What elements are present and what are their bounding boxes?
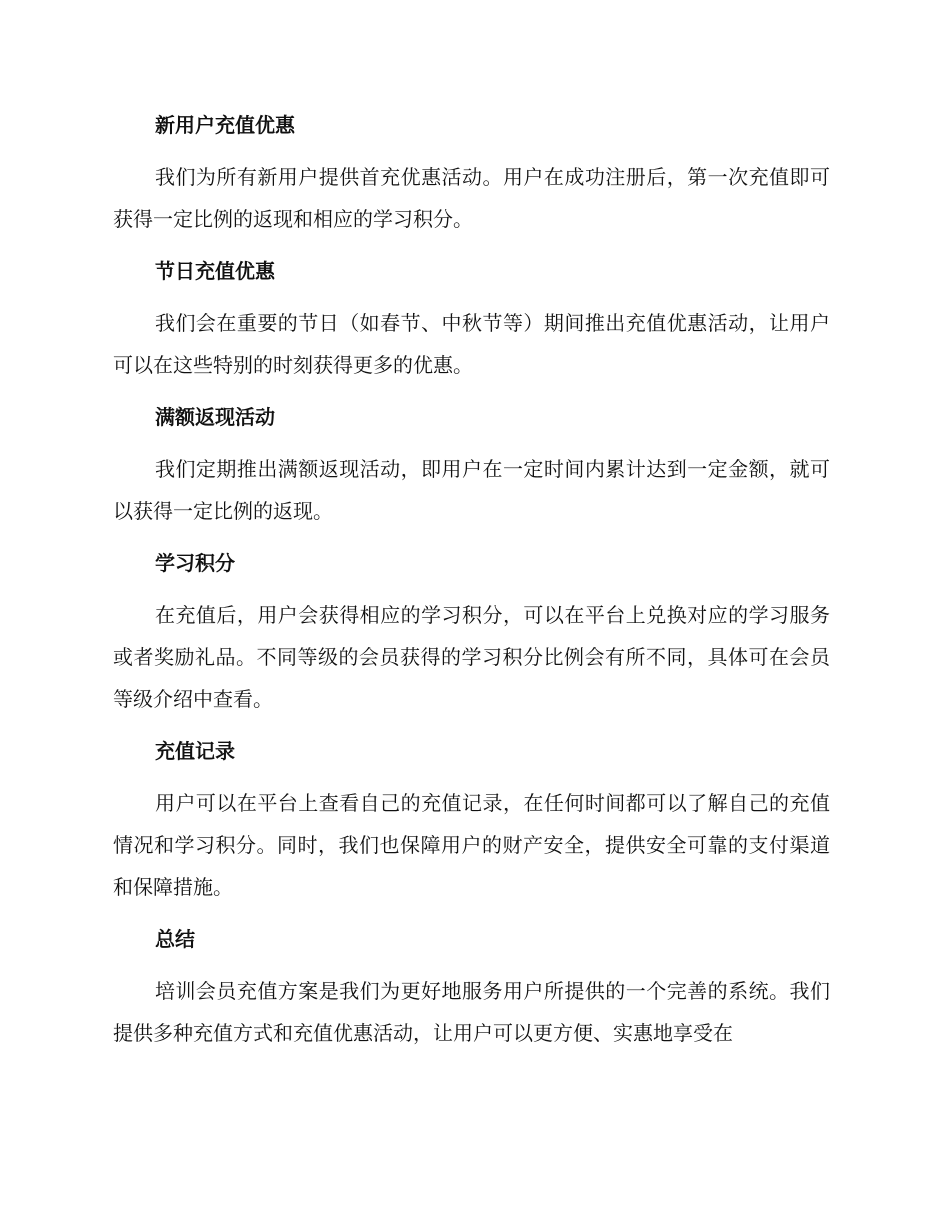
section-summary: [113, 918, 830, 1054]
section-heading: 节日充值优惠: [155, 259, 275, 283]
section-paragraph: 培训会员充值方案是我们为更好地服务用户所提供的一个完善的系统。我们提供多种充值方式和充值优惠活动，让用户可以更方便、实惠地享受在: [113, 979, 830, 1045]
section-heading: 满额返现活动: [155, 405, 275, 429]
section-paragraph: 我们为所有新用户提供首充优惠活动。用户在成功注册后，第一次充值即可获得一定比例的返现和相应的学习积分。: [113, 165, 830, 231]
section-heading: 新用户充值优惠: [155, 113, 295, 137]
section-heading: 学习积分: [155, 551, 235, 575]
section-paragraph: 用户可以在平台上查看自己的充值记录，在任何时间都可以了解自己的充值情况和学习积分。同时，我们也保障用户的财产安全，提供安全可靠的支付渠道和保障措施。: [113, 791, 830, 899]
section-recharge-records: [113, 730, 830, 908]
section-heading: 充值记录: [155, 739, 235, 763]
section-paragraph: 我们会在重要的节日（如春节、中秋节等）期间推出充值优惠活动，让用户可以在这些特别的时刻获得更多的优惠。: [113, 311, 830, 377]
section-new-user-recharge: [113, 104, 830, 240]
section-learning-points: [113, 542, 830, 720]
section-heading: 总结: [155, 927, 195, 951]
section-paragraph: 在充值后，用户会获得相应的学习积分，可以在平台上兑换对应的学习服务或者奖励礼品。不同等级的会员获得的学习积分比例会有所不同，具体可在会员等级介绍中查看。: [113, 603, 830, 711]
section-cashback-activity: [113, 396, 830, 532]
section-holiday-recharge: [113, 250, 830, 386]
document-content: [113, 104, 830, 1064]
section-paragraph: 我们定期推出满额返现活动，即用户在一定时间内累计达到一定金额，就可以获得一定比例的返现。: [113, 457, 830, 523]
